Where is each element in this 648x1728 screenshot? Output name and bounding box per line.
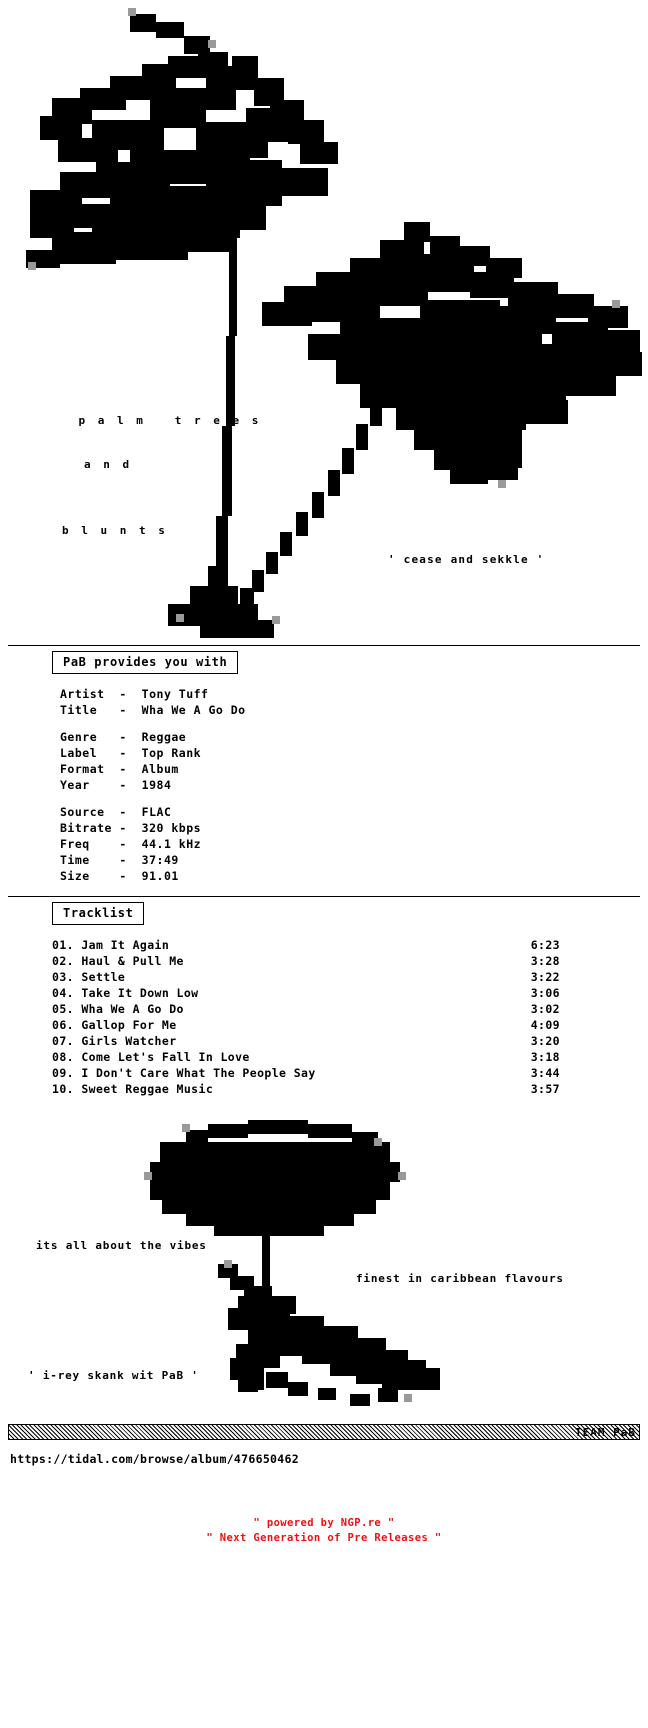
meta-row bbox=[60, 852, 640, 868]
tagline-line-3: b l u n t s bbox=[62, 524, 168, 537]
meta-value: Tony Tuff bbox=[141, 687, 209, 701]
footer-divider-bar bbox=[8, 1424, 640, 1440]
track-duration: 3:18 bbox=[530, 1050, 560, 1064]
meta-value: Reggae bbox=[141, 730, 187, 744]
meta-row bbox=[60, 745, 640, 761]
powered-by-line-2: " Next Generation of Pre Releases " bbox=[206, 1532, 442, 1544]
track-title: Wha We A Go Do bbox=[81, 1002, 184, 1016]
meta-row bbox=[60, 777, 640, 793]
caption-vibes: its all about the vibes bbox=[36, 1239, 207, 1252]
meta-row bbox=[60, 836, 640, 852]
tagline-line-1: p a l m t r e e s bbox=[78, 414, 262, 427]
meta-row bbox=[60, 868, 640, 884]
track-duration: 3:57 bbox=[530, 1082, 560, 1096]
track-number: 05. bbox=[52, 1002, 74, 1016]
track-title: I Don't Care What The People Say bbox=[81, 1066, 316, 1080]
meta-row bbox=[60, 820, 640, 836]
track-number: 04. bbox=[52, 986, 74, 1000]
track-number: 08. bbox=[52, 1050, 74, 1064]
release-metadata bbox=[60, 686, 640, 884]
track-number: 10. bbox=[52, 1082, 74, 1096]
meta-sep: - bbox=[104, 746, 142, 760]
section-tracklist bbox=[8, 897, 640, 1110]
meta-sep: - bbox=[104, 687, 142, 701]
meta-key: Format bbox=[60, 762, 105, 776]
meta-value: 1984 bbox=[141, 778, 172, 792]
meta-value: 44.1 kHz bbox=[141, 837, 202, 851]
track-duration: 3:06 bbox=[530, 986, 560, 1000]
section-tracklist-title: Tracklist bbox=[52, 902, 144, 925]
meta-key: Year bbox=[60, 778, 105, 792]
tagline-right: ' cease and sekkle ' bbox=[388, 553, 545, 566]
section-provides-head bbox=[8, 646, 640, 676]
powered-by-block bbox=[0, 1516, 648, 1546]
meta-key: Source bbox=[60, 805, 112, 819]
meta-value: FLAC bbox=[141, 805, 172, 819]
section-provides bbox=[8, 646, 640, 897]
track-title: Settle bbox=[81, 970, 126, 984]
meta-key: Title bbox=[60, 703, 105, 717]
track-number: 03. bbox=[52, 970, 74, 984]
meta-value: 37:49 bbox=[141, 853, 179, 867]
meta-sep: - bbox=[111, 869, 142, 883]
track-number: 02. bbox=[52, 954, 74, 968]
meta-value: Top Rank bbox=[141, 746, 202, 760]
meta-row bbox=[60, 702, 640, 718]
track-row bbox=[52, 1049, 560, 1065]
meta-sep: - bbox=[111, 821, 142, 835]
meta-sep: - bbox=[104, 703, 142, 717]
track-row bbox=[52, 1033, 560, 1049]
tagline-left bbox=[40, 388, 261, 586]
track-title: Gallop For Me bbox=[81, 1018, 177, 1032]
track-title: Jam It Again bbox=[81, 938, 170, 952]
meta-row bbox=[60, 761, 640, 777]
track-duration: 3:44 bbox=[530, 1066, 560, 1080]
meta-value: Album bbox=[141, 762, 179, 776]
meta-gap bbox=[60, 718, 640, 729]
track-title: Sweet Reggae Music bbox=[81, 1082, 214, 1096]
track-duration: 3:28 bbox=[530, 954, 560, 968]
track-number: 07. bbox=[52, 1034, 74, 1048]
track-row bbox=[52, 1001, 560, 1017]
meta-key: Bitrate bbox=[60, 821, 112, 835]
team-tag: TEAM PaB bbox=[575, 1426, 636, 1439]
release-url[interactable]: https://tidal.com/browse/album/476650462 bbox=[10, 1452, 299, 1466]
meta-key: Time bbox=[60, 853, 112, 867]
section-tracklist-head bbox=[8, 897, 640, 927]
track-title: Take It Down Low bbox=[81, 986, 199, 1000]
track-duration: 3:20 bbox=[530, 1034, 560, 1048]
meta-sep: - bbox=[104, 762, 142, 776]
track-duration: 4:09 bbox=[530, 1018, 560, 1032]
meta-key: Label bbox=[60, 746, 105, 760]
powered-by-line-1: " powered by NGP.re " bbox=[253, 1517, 395, 1529]
section-tracklist-body bbox=[8, 927, 640, 1109]
caption-skank: ' i-rey skank wit PaB ' bbox=[28, 1369, 199, 1382]
track-row bbox=[52, 985, 560, 1001]
section-provides-title: PaB provides you with bbox=[52, 651, 238, 674]
tagline-line-2: a n d bbox=[84, 458, 133, 471]
meta-sep: - bbox=[111, 837, 142, 851]
meta-sep: - bbox=[104, 730, 142, 744]
meta-key: Freq bbox=[60, 837, 112, 851]
meta-value: 91.01 bbox=[141, 869, 179, 883]
meta-sep: - bbox=[111, 805, 142, 819]
track-title: Come Let's Fall In Love bbox=[81, 1050, 250, 1064]
meta-gap bbox=[60, 793, 640, 804]
caption-flavours: finest in caribbean flavours bbox=[356, 1272, 564, 1285]
track-row bbox=[52, 953, 560, 969]
track-duration: 3:22 bbox=[530, 970, 560, 984]
meta-row bbox=[60, 804, 640, 820]
track-title: Girls Watcher bbox=[81, 1034, 177, 1048]
meta-row bbox=[60, 686, 640, 702]
meta-key: Genre bbox=[60, 730, 105, 744]
track-list bbox=[52, 937, 560, 1097]
meta-key: Artist bbox=[60, 687, 105, 701]
track-row bbox=[52, 1081, 560, 1097]
track-number: 09. bbox=[52, 1066, 74, 1080]
meta-row bbox=[60, 729, 640, 745]
track-row bbox=[52, 1065, 560, 1081]
meta-sep: - bbox=[104, 778, 142, 792]
track-title: Haul & Pull Me bbox=[81, 954, 184, 968]
meta-key: Size bbox=[60, 869, 112, 883]
track-number: 01. bbox=[52, 938, 74, 952]
meta-value: 320 kbps bbox=[141, 821, 202, 835]
track-row bbox=[52, 969, 560, 985]
track-number: 06. bbox=[52, 1018, 74, 1032]
meta-sep: - bbox=[111, 853, 142, 867]
track-row bbox=[52, 937, 560, 953]
track-duration: 6:23 bbox=[530, 938, 560, 952]
track-row bbox=[52, 1017, 560, 1033]
track-duration: 3:02 bbox=[530, 1002, 560, 1016]
section-provides-body bbox=[8, 676, 640, 896]
meta-value: Wha We A Go Do bbox=[141, 703, 246, 717]
